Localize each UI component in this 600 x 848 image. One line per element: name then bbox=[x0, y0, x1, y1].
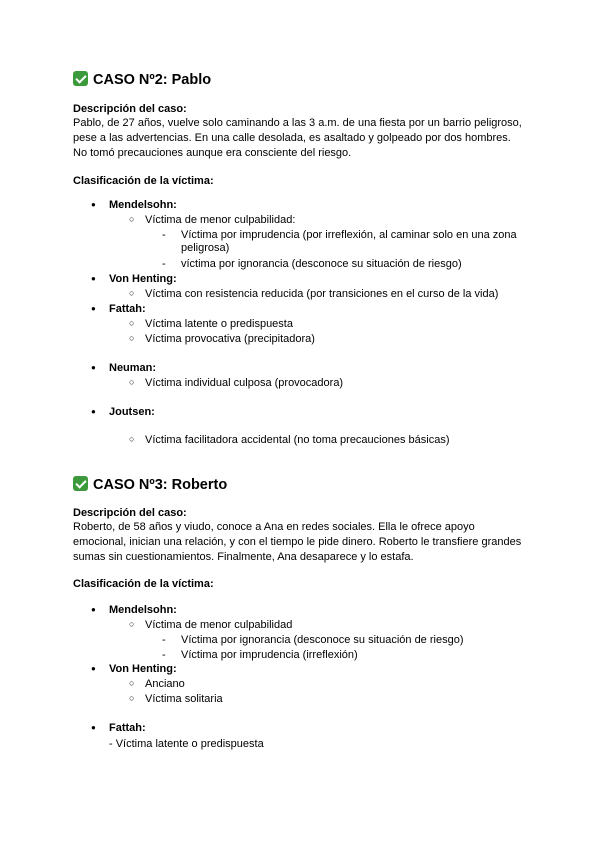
case3-m-sub: ○ Víctima de menor culpabilidad bbox=[145, 619, 292, 631]
case3-von-henting: ● Von Henting: bbox=[109, 663, 177, 675]
case3-von-item1: ○ Anciano bbox=[145, 678, 185, 690]
case2-desc-line-1: Pablo, de 27 años, vuelve solo caminando a las 3 a.m. de una fiesta por un barrio peligroso, bbox=[73, 117, 522, 129]
case2-neuman: ● Neuman: bbox=[109, 362, 156, 374]
case2-m-item1-line2: peligrosa) bbox=[181, 242, 230, 254]
case2-joutsen: ● Joutsen: bbox=[109, 406, 155, 418]
case2-desc-line-3: No tomó precauciones aunque era consciente del riesgo. bbox=[73, 147, 352, 159]
case2-von-item: ○ Víctima con resistencia reducida (por transiciones en el curso de la vida) bbox=[145, 288, 498, 300]
case3-fattah: ● Fattah: bbox=[109, 722, 146, 734]
case2-desc-label: Descripción del caso: bbox=[73, 103, 187, 115]
case2-von-henting: ● Von Henting: bbox=[109, 273, 177, 285]
checkmark-icon bbox=[73, 71, 88, 86]
case3-m-item2: - Víctima por imprudencia (irreflexión) bbox=[181, 649, 358, 661]
case2-m-item2: - víctima por ignorancia (desconoce su situación de riesgo) bbox=[181, 258, 462, 270]
case2-fattah: ● Fattah: bbox=[109, 303, 146, 315]
checkmark-icon bbox=[73, 476, 88, 491]
case2-desc-line-2: pese a las advertencias. En una calle desolada, es asaltado y golpeado por dos hombres. bbox=[73, 132, 511, 144]
case2-joutsen-item: ○ Víctima facilitadora accidental (no toma precauciones básicas) bbox=[145, 434, 449, 446]
case3-desc-line-2: emocional, inician una relación, y con el tiempo le pide dinero. Roberto le transfiere grandes bbox=[73, 536, 522, 548]
case2-heading bbox=[73, 71, 211, 88]
case2-m-item1-line1: - Víctima por imprudencia (por irreflexión, al caminar solo en una zona bbox=[181, 229, 517, 241]
case3-von-item2: ○ Víctima solitaria bbox=[145, 693, 223, 705]
case2-title: CASO Nº2: Pablo bbox=[93, 72, 212, 88]
case3-desc-line-3: sumas sin cuestionamientos. Finalmente, Ana desaparece y lo estafa. bbox=[73, 551, 414, 563]
case2-m-sub: ○ Víctima de menor culpabilidad: bbox=[145, 214, 295, 226]
case3-desc-label: Descripción del caso: bbox=[73, 507, 187, 519]
case3-title: CASO Nº3: Roberto bbox=[93, 477, 228, 493]
case3-mendelsohn: ● Mendelsohn: bbox=[109, 604, 177, 616]
case2-fattah-item2: ○ Víctima provocativa (precipitadora) bbox=[145, 333, 315, 345]
case3-heading bbox=[73, 476, 227, 493]
case3-m-item1: - Víctima por ignorancia (desconoce su situación de riesgo) bbox=[181, 634, 463, 646]
case2-neuman-item: ○ Víctima individual culposa (provocadora) bbox=[145, 377, 343, 389]
case3-class-label: Clasificación de la víctima: bbox=[73, 578, 214, 590]
case3-desc-line-1: Roberto, de 58 años y viudo, conoce a Ana en redes sociales. Ella le ofrece apoyo bbox=[73, 521, 475, 533]
case2-class-label: Clasificación de la víctima: bbox=[73, 175, 214, 187]
case2-mendelsohn: ● Mendelsohn: bbox=[109, 199, 177, 211]
case3-fattah-item: - Víctima latente o predispuesta bbox=[109, 738, 264, 750]
case2-fattah-item1: ○ Víctima latente o predispuesta bbox=[145, 318, 293, 330]
